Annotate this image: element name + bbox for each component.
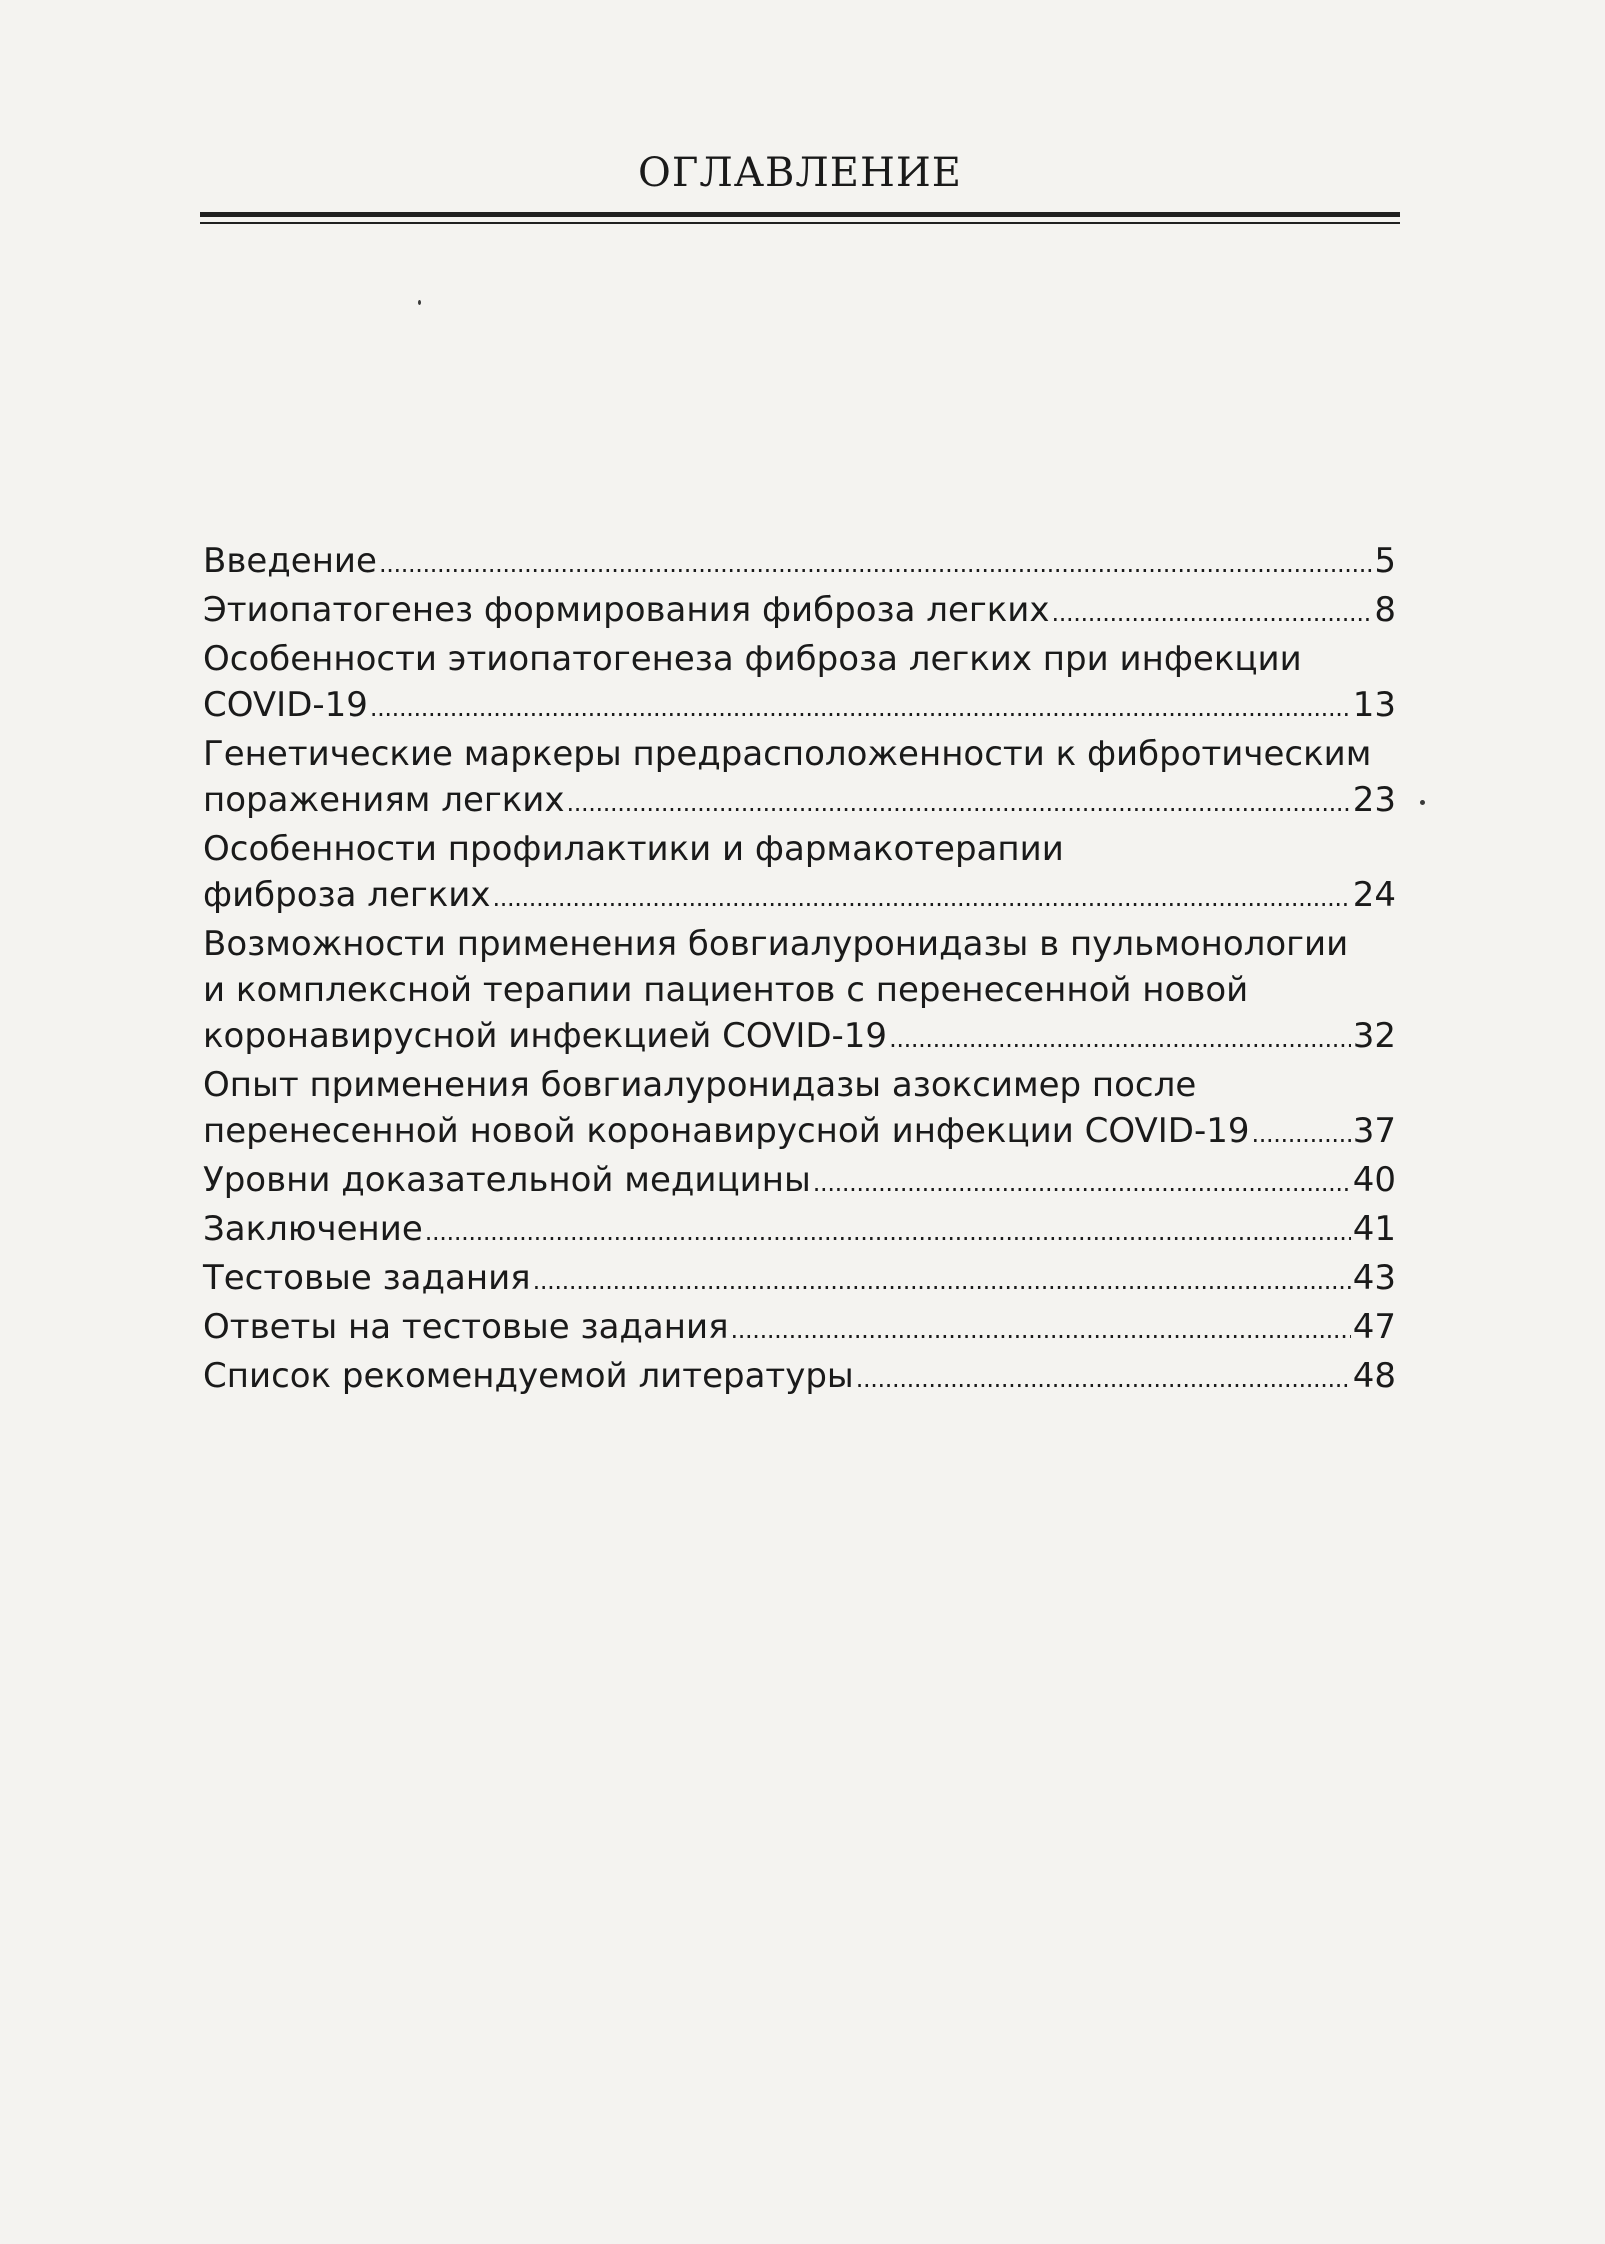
toc-entry[interactable]	[203, 1255, 1396, 1304]
toc-entry-last-line	[203, 1157, 1396, 1206]
toc-dot-leader	[379, 538, 1372, 587]
toc-entry-last-line	[203, 1206, 1396, 1255]
toc-entry-title: Введение	[203, 541, 377, 581]
toc-entry[interactable]	[203, 1062, 1396, 1157]
toc-page-number: 23	[1352, 780, 1396, 820]
toc-entry-last-line	[203, 1353, 1396, 1402]
toc-entry-last-line	[203, 1013, 1396, 1062]
print-speck	[418, 300, 421, 305]
toc-dot-leader	[1252, 1108, 1351, 1157]
toc-page-number: 47	[1352, 1307, 1396, 1347]
toc-entry[interactable]	[203, 731, 1396, 826]
toc-dot-leader	[425, 1206, 1351, 1255]
toc-entry[interactable]	[203, 1353, 1396, 1402]
toc-dot-leader	[567, 777, 1351, 826]
toc-page-number: 41	[1352, 1209, 1396, 1249]
toc-entry-last-line	[203, 777, 1396, 826]
toc-entry[interactable]	[203, 538, 1396, 587]
heading-rule-thick	[200, 212, 1400, 217]
toc-entry-title: Список рекомендуемой литературы	[203, 1356, 854, 1396]
toc-page-number: 5	[1374, 541, 1396, 581]
toc-dot-leader	[856, 1353, 1351, 1402]
toc-dot-leader	[731, 1304, 1351, 1353]
toc-dot-leader	[813, 1157, 1351, 1206]
table-of-contents	[203, 538, 1396, 1402]
toc-page-number: 13	[1352, 685, 1396, 725]
toc-entry-title-line: Возможности применения бовгиалуронидазы в пульмонологии	[203, 924, 1349, 964]
toc-entry[interactable]	[203, 636, 1396, 731]
toc-entry-last-line	[203, 538, 1396, 587]
toc-entry-title: поражениям легких	[203, 780, 565, 820]
toc-entry-title: фиброза легких	[203, 875, 491, 915]
toc-page-number: 37	[1352, 1111, 1396, 1151]
toc-entry[interactable]	[203, 826, 1396, 921]
toc-page-number: 43	[1352, 1258, 1396, 1298]
toc-entry[interactable]	[203, 1206, 1396, 1255]
toc-page-number: 24	[1352, 875, 1396, 915]
toc-entry-title-line: Особенности этиопатогенеза фиброза легких при инфекции	[203, 639, 1302, 679]
toc-entry[interactable]	[203, 1157, 1396, 1206]
toc-page-number: 8	[1374, 590, 1396, 630]
toc-dot-leader	[1051, 587, 1372, 636]
toc-entry-title: COVID-19	[203, 685, 368, 725]
toc-page-number: 48	[1352, 1356, 1396, 1396]
toc-entry-title-line: Генетические маркеры предрасположенности к фибротическим	[203, 734, 1372, 774]
toc-entry-last-line	[203, 682, 1396, 731]
toc-entry-title: Этиопатогенез формирования фиброза легких	[203, 590, 1050, 630]
toc-entry-last-line	[203, 587, 1396, 636]
toc-dot-leader	[533, 1255, 1351, 1304]
toc-entry[interactable]	[203, 921, 1396, 1062]
toc-entry-title-line: и комплексной терапии пациентов с перенесенной новой	[203, 970, 1249, 1010]
toc-entry-title: Тестовые задания	[203, 1258, 531, 1298]
toc-page-number: 32	[1352, 1016, 1396, 1056]
toc-entry-last-line	[203, 872, 1396, 921]
toc-entry-title-line: Опыт применения бовгиалуронидазы азоксимер после	[203, 1065, 1197, 1105]
toc-entry-last-line	[203, 1108, 1396, 1157]
toc-dot-leader	[370, 682, 1351, 731]
toc-entry-last-line	[203, 1255, 1396, 1304]
page-title: ОГЛАВЛЕНИЕ	[638, 150, 962, 196]
toc-entry-last-line	[203, 1304, 1396, 1353]
toc-entry-title: Уровни доказательной медицины	[203, 1160, 811, 1200]
toc-entry-title: Заключение	[203, 1209, 423, 1249]
print-speck	[1420, 800, 1425, 805]
toc-entry-title-line: Особенности профилактики и фармакотерапии	[203, 829, 1064, 869]
toc-entry[interactable]	[203, 587, 1396, 636]
toc-entry-title: коронавирусной инфекцией COVID-19	[203, 1016, 888, 1056]
toc-entry[interactable]	[203, 1304, 1396, 1353]
toc-page-number: 40	[1352, 1160, 1396, 1200]
heading-rule-thin	[200, 222, 1400, 224]
toc-dot-leader	[493, 872, 1351, 921]
toc-entry-title: Ответы на тестовые задания	[203, 1307, 729, 1347]
toc-entry-title: перенесенной новой коронавирусной инфекции COVID-19	[203, 1111, 1250, 1151]
toc-dot-leader	[889, 1013, 1351, 1062]
